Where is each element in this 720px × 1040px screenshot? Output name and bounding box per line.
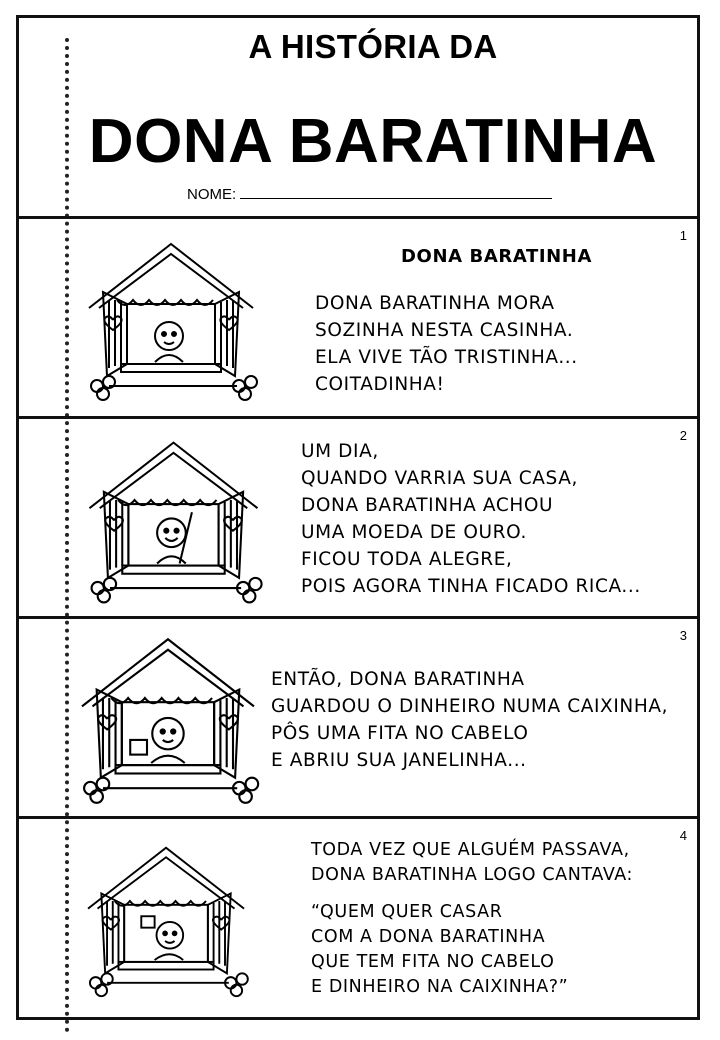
story-line: POIS AGORA TINHA FICADO RICA...	[301, 576, 641, 597]
house-window-illustration	[69, 236, 274, 406]
panel-number: 4	[679, 828, 687, 843]
story-gap	[311, 888, 633, 900]
story-line: SOZINHA NESTA CASINHA.	[315, 320, 574, 341]
house-window-illustration	[61, 630, 276, 810]
house-window-illustration	[69, 434, 279, 609]
story-panel-4	[19, 818, 697, 1017]
story-line: COITADINHA!	[315, 374, 445, 395]
page-title: DONA BARATINHA	[88, 107, 658, 176]
panel-number: 3	[679, 628, 687, 643]
story-text	[301, 438, 641, 600]
panel-number: 2	[679, 428, 687, 443]
worksheet-page	[16, 15, 700, 1020]
story-line: UMA MOEDA DE OURO.	[301, 522, 527, 543]
story-line: QUANDO VARRIA SUA CASA,	[301, 468, 578, 489]
story-line: E ABRIU SUA JANELINHA...	[271, 750, 527, 771]
story-panel-1	[19, 218, 697, 416]
house-window-illustration	[69, 840, 264, 1002]
name-field[interactable]	[187, 185, 552, 203]
story-line: DONA BARATINHA MORA	[315, 293, 555, 314]
story-line: ENTÃO, DONA BARATINHA	[271, 669, 525, 690]
name-blank-line[interactable]	[240, 185, 552, 199]
panel-number: 1	[679, 228, 687, 243]
story-line: FICOU TODA ALEGRE,	[301, 549, 513, 570]
story-line: “QUEM QUER CASAR	[311, 902, 503, 922]
subtitle: A HISTÓRIA DA	[248, 28, 498, 65]
name-label: NOME:	[187, 186, 237, 203]
story-line: PÔS UMA FITA NO CABELO	[271, 723, 529, 744]
story-line: COM A DONA BARATINHA	[311, 927, 546, 947]
story-line: E DINHEIRO NA CAIXINHA?”	[311, 977, 569, 997]
story-line: TODA VEZ QUE ALGUÉM PASSAVA,	[311, 840, 630, 860]
story-text	[311, 838, 633, 1000]
panel-title: DONA BARATINHA	[401, 246, 592, 267]
story-text	[271, 666, 668, 774]
story-line: DONA BARATINHA LOGO CANTAVA:	[311, 865, 634, 885]
story-text	[315, 290, 578, 398]
story-line: QUE TEM FITA NO CABELO	[311, 952, 555, 972]
story-line: DONA BARATINHA ACHOU	[301, 495, 554, 516]
header-section	[19, 18, 697, 218]
story-line: ELA VIVE TÃO TRISTINHA...	[315, 347, 578, 368]
story-panel-2	[19, 418, 697, 616]
story-line: UM DIA,	[301, 441, 379, 462]
story-panel-3	[19, 618, 697, 816]
story-line: GUARDOU O DINHEIRO NUMA CAIXINHA,	[271, 696, 669, 717]
